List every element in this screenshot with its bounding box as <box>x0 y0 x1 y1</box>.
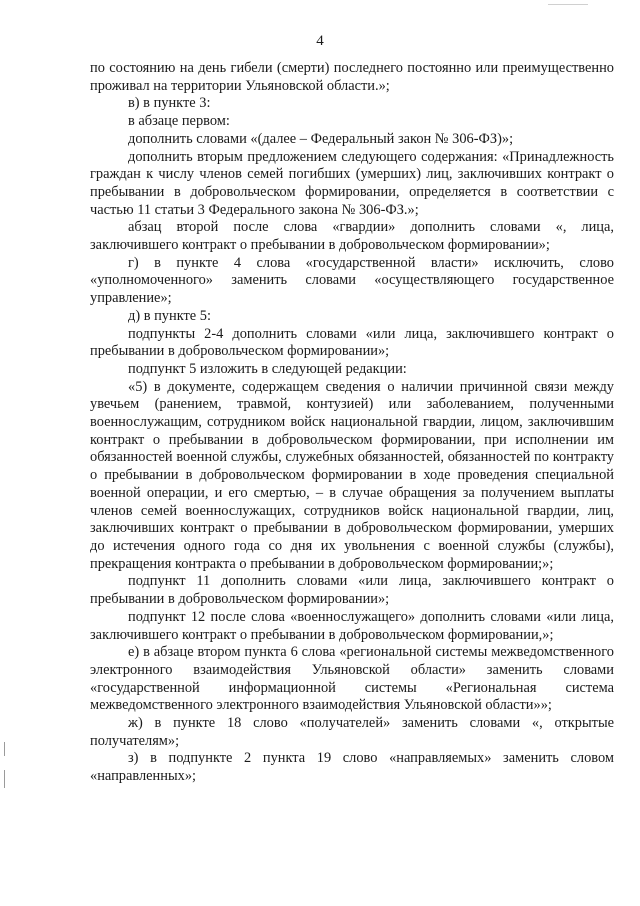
page-number: 4 <box>316 33 324 49</box>
paragraph: д) в пункте 5: <box>128 307 211 324</box>
scan-artifact <box>4 742 5 756</box>
paragraph: г) в пункте 4 слова «государственной власти» исключить, слово «уполномоченного» заменить словами «осуществляющего государственное управление»; <box>90 254 614 307</box>
paragraph: в абзаце первом: <box>128 113 230 130</box>
paragraph: подпункт 11 дополнить словами «или лица, заключившего контракт о пребывании в добровольческом формировании»; <box>90 573 614 608</box>
paragraph: е) в абзаце втором пункта 6 слова «региональной системы межведомственного электронного взаимодействия Ульяновской области» заменить словами «государственной информационной системы «Региональная система межведомственного электронного взаимодействия Ульяновской области»»; <box>90 644 614 714</box>
paragraph: в) в пункте 3: <box>128 95 211 112</box>
document-body <box>90 60 614 786</box>
paragraph: подпункты 2-4 дополнить словами «или лица, заключившего контракт о пребывании в добровольческом формировании»; <box>90 325 614 360</box>
scan-edge-mark <box>548 0 588 5</box>
paragraph: подпункт 12 после слова «военнослужащего» дополнить словами «или лица, заключившего контракт о пребывании в добровольческом формировании,»; <box>90 608 614 643</box>
scan-artifact <box>4 770 5 788</box>
paragraph: подпункт 5 изложить в следующей редакции: <box>128 360 407 377</box>
paragraph: з) в подпункте 2 пункта 19 слово «направляемых» заменить словом «направленных»; <box>90 750 614 785</box>
paragraph: дополнить словами «(далее – Федеральный закон № 306-ФЗ)»; <box>128 130 514 147</box>
paragraph: «5) в документе, содержащем сведения о наличии причинной связи между увечьем (ранением, травмой, контузией) или заболеванием, полученными военнослужащим, сотрудником войск национальной гвардии, лицом, заключившим контракт о пребывании в добровольческом формировании, при исполнении им обязанностей военной службы, служебных обязанностей, обязанностей по контракту о пребывании в добровольческом формировании в ходе проведения специальной военной операции, и его смертью, – в случае обращения за получением выплаты членов семей военнослужащих, сотрудников войск национальной гвардии, лиц, заключивших контракт о пребывании в добровольческом формировании, умерших до истечения одного года со дня их увольнения с военной службы (службы), прекращения контракта о пребывании в добровольческом формировании;»; <box>90 378 614 572</box>
paragraph: абзац второй после слова «гвардии» дополнить словами «, лица, заключившего контракт о пребывании в добровольческом формировании»; <box>90 219 614 254</box>
paragraph: ж) в пункте 18 слово «получателей» заменить словами «, открытые получателям»; <box>90 715 614 749</box>
paragraph: по состоянию на день гибели (смерти) последнего постоянно или преимущественно проживал на территории Ульяновской области.»; <box>90 60 614 94</box>
paragraph: дополнить вторым предложением следующего содержания: «Принадлежность граждан к числу членов семей погибших (умерших) лиц, заключивших контракт о пребывании в добровольческом формировании, определяется в соответствии с частью 11 статьи 3 Федерального закона № 306-ФЗ.»; <box>90 148 614 218</box>
